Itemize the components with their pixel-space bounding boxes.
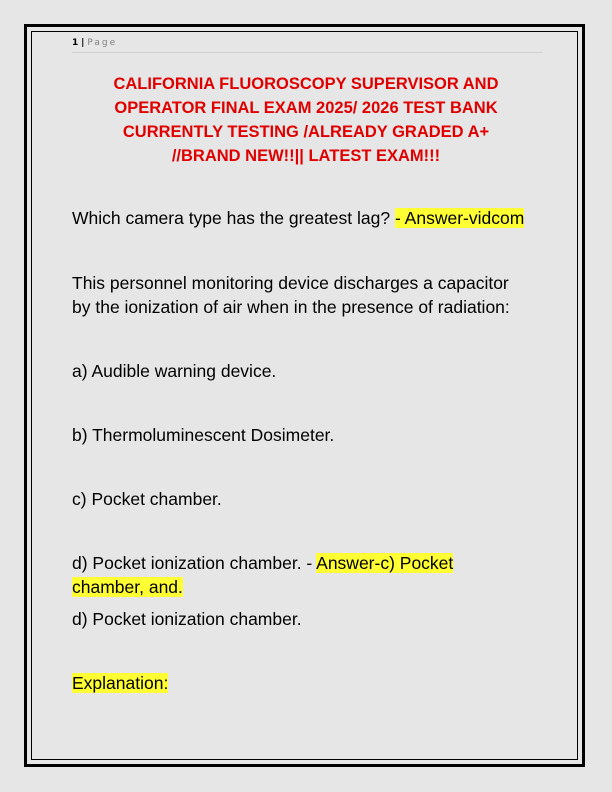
question-2-answer-line-3: d) Pocket ionization chamber. <box>72 609 302 629</box>
title-line-2: OPERATOR FINAL EXAM 2025/ 2026 TEST BANK <box>114 99 498 117</box>
explanation-label: Explanation: <box>72 673 169 693</box>
option-d-text: d) Pocket ionization chamber. - <box>72 553 317 573</box>
question-2-line-1: This personnel monitoring device discharges a capacitor <box>72 273 509 293</box>
page-number: 1 <box>72 38 79 48</box>
title-line-1: CALIFORNIA FLUOROSCOPY SUPERVISOR AND <box>113 75 499 93</box>
title-line-4: //BRAND NEW!!|| LATEST EXAM!!! <box>171 147 441 165</box>
page-header <box>72 37 542 53</box>
option-d <box>72 551 453 575</box>
question-2-line-2: by the ionization of air when in the presence of radiation: <box>72 297 510 317</box>
document-title <box>72 72 540 168</box>
title-line-3: CURRENTLY TESTING /ALREADY GRADED A+ <box>122 123 490 141</box>
explanation <box>72 671 168 695</box>
option-a: a) Audible warning device. <box>72 361 277 381</box>
question-2-answer-line-2 <box>72 575 183 599</box>
page-separator: | <box>81 38 85 48</box>
question-2-answer-part-1: Answer-c) Pocket <box>316 553 454 573</box>
page-label: Page <box>87 38 118 48</box>
question-1 <box>72 206 524 230</box>
question-1-answer: - Answer-vidcom <box>394 208 525 228</box>
option-c: c) Pocket chamber. <box>72 489 222 509</box>
option-b: b) Thermoluminescent Dosimeter. <box>72 425 335 445</box>
question-1-text: Which camera type has the greatest lag? <box>72 208 395 228</box>
question-2-answer-part-2: chamber, and. <box>72 577 183 597</box>
